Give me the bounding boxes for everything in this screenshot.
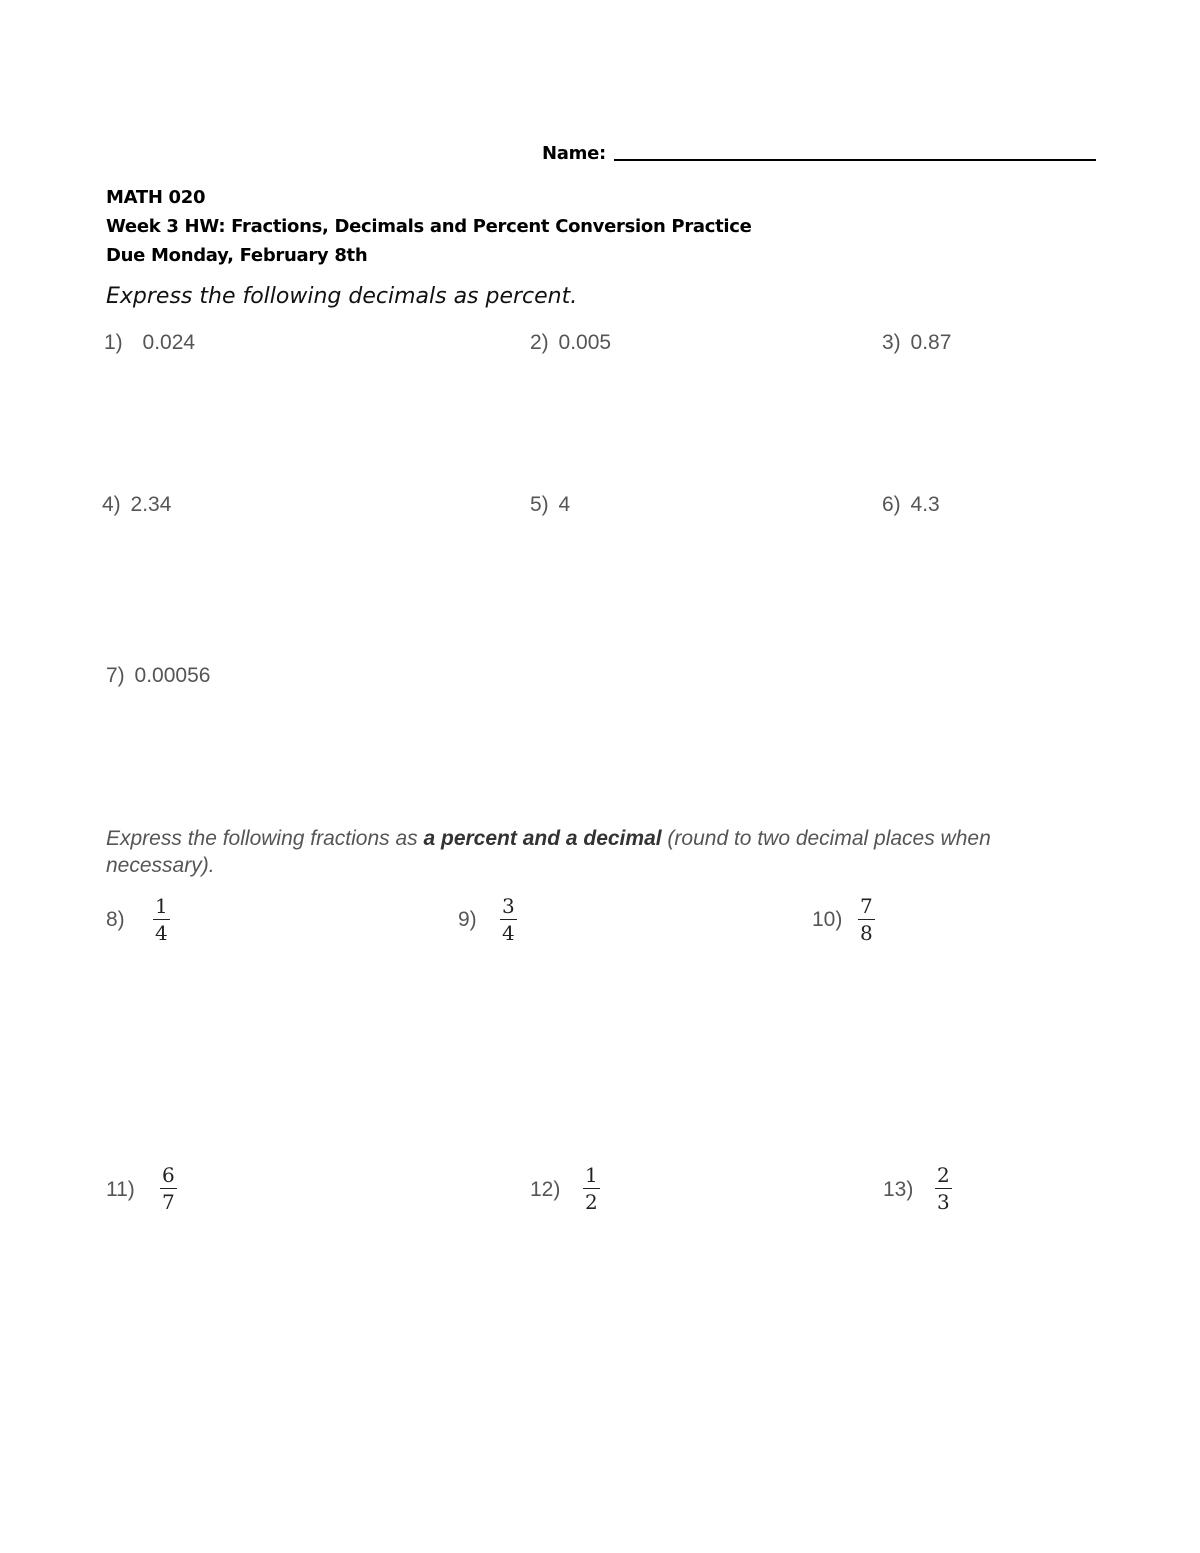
instruction-emphasis: a percent and a decimal [423,827,662,850]
problem-number: 7) [106,664,125,687]
problem-9-fraction [500,896,517,943]
problem-number: 3) [882,331,901,354]
problem-11-number: 11) [106,1178,135,1201]
problem-8-fraction [153,896,170,943]
problem-number: 1) [104,331,123,354]
problem-number: 4) [102,493,121,516]
course-title: MATH 020 [106,187,206,208]
problem-13-fraction [935,1165,952,1212]
problem-12-number: 12) [530,1178,561,1201]
problem-1 [104,331,195,355]
instruction-text: (round to two decimal places when necessary). [106,827,991,877]
numerator: 1 [155,894,168,918]
problem-7 [106,664,210,688]
instruction-text: Express the following fractions as [106,827,424,850]
numerator: 6 [162,1163,175,1187]
due-date: Due Monday, February 8th [106,245,368,266]
denominator: 7 [162,1190,175,1214]
problem-6 [882,493,940,517]
problem-value: 0.024 [142,331,196,354]
problem-12-fraction [583,1165,600,1212]
name-blank-line [614,159,1096,161]
denominator: 2 [585,1190,598,1214]
section1-instruction: Express the following decimals as percent. [106,284,578,309]
problem-5 [530,493,570,517]
numerator: 1 [585,1163,598,1187]
problem-number: 5) [530,493,549,516]
problem-11-fraction [160,1165,177,1212]
problem-value: 4.3 [910,493,940,516]
denominator: 8 [860,921,873,945]
problem-10-fraction [858,896,875,943]
problem-value: 4 [558,493,571,516]
problem-4 [102,493,171,517]
section2-instruction [106,825,1066,879]
name-label: Name: [542,143,606,164]
problem-3 [882,331,951,355]
denominator: 3 [937,1190,950,1214]
numerator: 7 [860,894,873,918]
problem-value: 0.005 [558,331,612,354]
problem-13-number: 13) [883,1178,914,1201]
problem-value: 2.34 [130,493,172,516]
denominator: 4 [155,921,168,945]
problem-2 [530,331,611,355]
numerator: 3 [502,894,515,918]
problem-value: 0.87 [910,331,952,354]
problem-number: 6) [882,493,901,516]
assignment-title: Week 3 HW: Fractions, Decimals and Percent Conversion Practice [106,216,752,237]
problem-10-number: 10) [812,908,843,931]
problem-8-number: 8) [106,908,125,931]
problem-number: 2) [530,331,549,354]
denominator: 4 [502,921,515,945]
problem-9-number: 9) [458,908,477,931]
problem-value: 0.00056 [134,664,211,687]
name-field [542,143,1096,164]
numerator: 2 [937,1163,950,1187]
